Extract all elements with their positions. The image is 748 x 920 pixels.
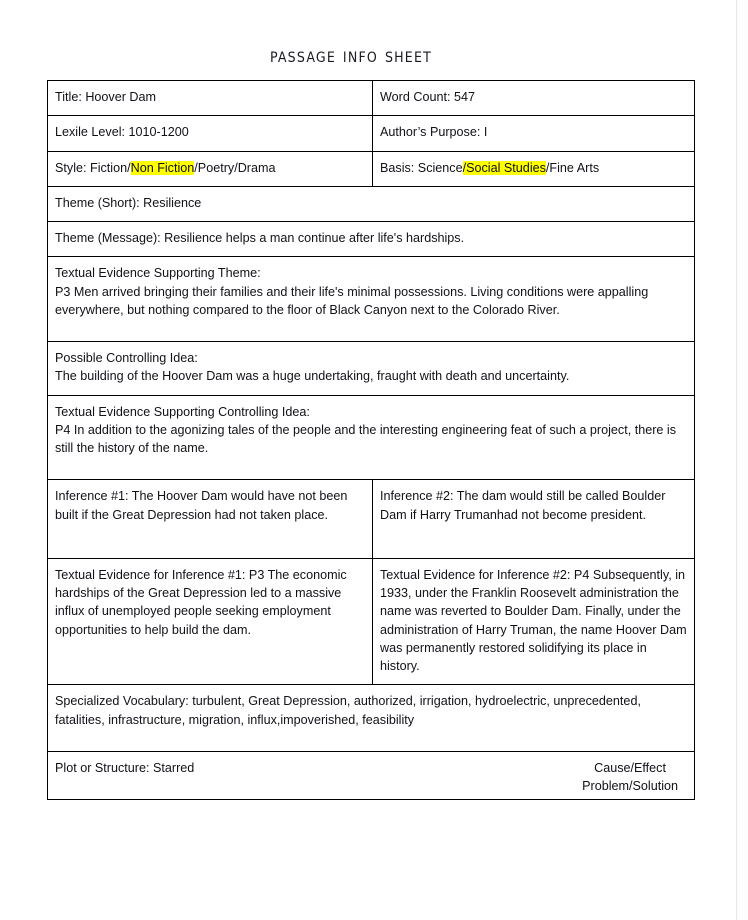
structure-notes [582,759,678,796]
controlling-idea-heading: Possible Controlling Idea: [55,351,198,365]
cell-evidence-inference-1 [48,558,373,685]
basis-label: Basis: Science [380,160,463,175]
table-row-controlling-idea [48,342,695,396]
table-row-style-basis [48,151,695,186]
cell-textual-evidence-theme [48,257,695,342]
table-row-title-wordcount [48,81,695,116]
cell-plot-or-structure [48,751,695,799]
cell-inference-2 [373,480,695,559]
evidence-controlling-idea-heading: Textual Evidence Supporting Controlling Idea: [55,404,310,419]
plot-or-structure-value: Plot or Structure: Starred [55,760,195,775]
evidence-theme-body: P3 Men arrived bringing their families and their life's minimal possessions. Living conditions were appalling everywhere, but nothing compared to the floor of Black Canyon next to the Colorado River. [55,284,649,317]
theme-message-value: Theme (Message): Resilience helps a man continue after life's hardships. [55,231,465,245]
inference-2-value: Inference #2: The dam would still be called Boulder Dam if Harry Trumanhad not become president. [380,489,666,522]
table-row-theme-short [48,186,695,221]
table-row-theme-message [48,222,695,257]
page-edge-shadow [737,0,748,920]
page-title: passage info sheet [269,43,433,67]
evidence-inference-1-value: Textual Evidence for Inference #1: P3 The economic hardships of the Great Depression led to a massive influx of unemployed people seeking employment opportunities to help build the dam. [55,567,347,637]
style-label: Style: Fiction/ [55,160,131,175]
cell-specialized-vocabulary [48,685,695,752]
lexile-level-value: Lexile Level: 1010-1200 [55,125,189,140]
specialized-vocabulary-value: Specialized Vocabulary: turbulent, Great Depression, authorized, irrigation, hydroelectric, unprecedented, fatalities, infrastructure, migration, influx,impoverished, feasibility [55,694,641,727]
table-row-evidence-theme [48,257,695,342]
cell-title [48,81,373,116]
table-row-inference-evidence [48,558,695,685]
cell-evidence-inference-2 [373,558,695,685]
table-row-specialized-vocabulary [48,685,695,752]
page-edge-line [736,0,737,920]
passage-info-table [47,80,695,800]
cell-theme-short [48,186,695,221]
cell-controlling-idea [48,342,695,396]
title-value: Title: Hoover Dam [55,90,157,104]
structure-note-cause-effect: Cause/Effect [594,760,666,775]
word-count-value: Word Count: 547 [380,90,475,104]
structure-note-problem-solution: Problem/Solution [582,779,678,793]
cell-style [48,151,373,186]
evidence-inference-2-value: Textual Evidence for Inference #2: P4 Subsequently, in 1933, under the Franklin Roosevelt administration the name was reverted to Boulder Dam. Finally, under the administration of Harry Truman, the name Hoover Dam was permanently restored solidifying its place in history. [380,567,687,673]
cell-word-count [373,81,695,116]
table-row-lexile-purpose [48,116,695,151]
table-row-plot-structure [48,751,695,799]
cell-evidence-controlling-idea [48,395,695,480]
inference-1-value: Inference #1: The Hoover Dam would have not been built if the Great Depression had not taken place. [55,489,348,522]
evidence-controlling-idea-body: P4 In addition to the agonizing tales of the people and the interesting engineering feat of such a project, there is still the history of the name. [55,422,677,455]
style-remaining-options: /Poetry/Drama [194,160,276,175]
cell-lexile-level [48,116,373,151]
table-row-evidence-controlling-idea [48,395,695,480]
theme-short-value: Theme (Short): Resilience [55,195,202,210]
authors-purpose-value: Author’s Purpose: I [380,125,488,140]
cell-authors-purpose [373,116,695,151]
basis-remaining-options: /Fine Arts [545,160,600,175]
basis-selected-highlight: /Social Studies [462,160,546,175]
cell-basis [373,151,695,186]
cell-inference-1 [48,480,373,559]
style-selected-highlight: Non Fiction [130,160,195,175]
evidence-theme-heading: Textual Evidence Supporting Theme: [55,266,261,281]
controlling-idea-body: The building of the Hoover Dam was a huge undertaking, fraught with death and uncertainty. [55,369,570,384]
table-row-inferences [48,480,695,559]
cell-theme-message [48,222,695,257]
